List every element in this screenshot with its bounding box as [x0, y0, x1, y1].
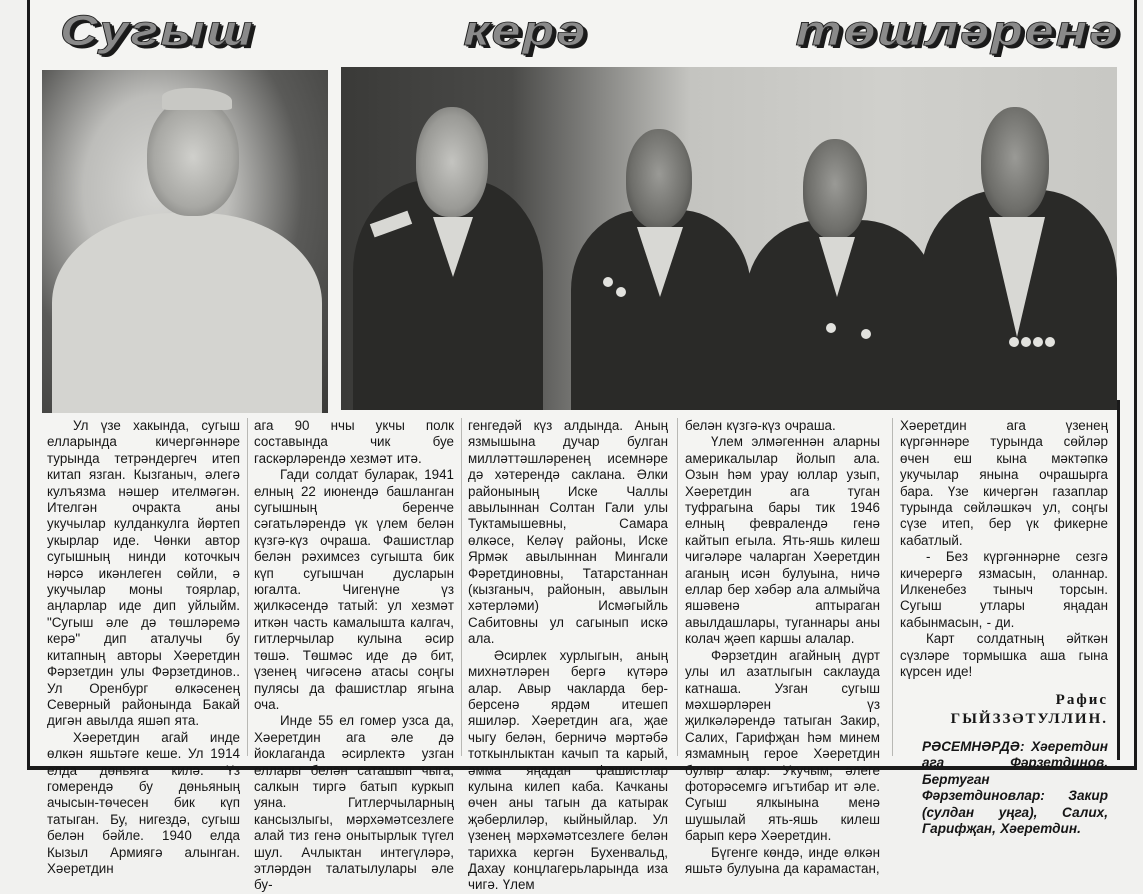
medal [603, 277, 613, 287]
paragraph: белән күзгә-күз очраша. [685, 418, 836, 433]
paragraph: Хәеретдин агай инде өлкән яшьтәге кеше. Ул 1914 елда дөньяга килә. Үз гомерендә бу дөньяның ачысын-төчесен бик күп татыган. Бу, нигездә, сугыш белән бәйле. 1940 елда Кызыл Армиягә алынган. Хәеретдин [47, 729, 240, 876]
paragraph: генгедәй күз алдында. Аның язмышына дучар булган милләттәшләренең исемнәре дә хәтерендә саклана. Әлки районының Иске Чаллы авылыннан Солтан Гали улы Туктамышевны, Самара өлкәсе, Келәү районы, Иске Ярмәк авылыннан Мингали Фәретдиновны, Татарстаннан (кызганыч, районын, авылын хәтерләми) Исмәгыйль Сабитовны ул сагынып искә ала. [468, 418, 668, 647]
medal [826, 323, 836, 333]
paragraph: - Без күргәннәрне сезгә кичерергә язмасын, оланнар. Илкенебез тыныч торсын. Сугыш утлары яңадан кабынмасын, - ди. [900, 549, 1108, 630]
author-first-name: Рафис [1055, 691, 1108, 708]
person-2-head [626, 129, 692, 229]
article-column-5 [900, 418, 1108, 838]
photo-caption [922, 739, 1108, 839]
caption-text: Хәеретдин ага Фәрзетдинов. Бертуган Фәрзетдиновлар: Закир (сулдан уңга), Салих, Гарифҗан, Хәеретдин. [922, 738, 1108, 837]
author-last-name: ГЫЙЗЗӘТУЛЛИН. [950, 710, 1108, 727]
paragraph: ага 90 нчы укчы полк составында чик буе гаскәрләрендә хезмәт итә. [254, 418, 454, 466]
paragraph: Ул үзе хакында, сугыш елларында кичергәннәре турында тетрәндергеч итеп китап язган. Кызганыч, әлегә кулъязма нәшер ителмәгән. Ителгән очракта аны укучылар кулданкулга йөртеп укырлар иде. Чөнки автор сугышның нинди коточкыч нәрсә икәнлеген сөйли, ә укучылар моны тоярлар, аңларлар иде дип уйлыйм. "Сугыш әле дә төшләремә керә" дип аталучы бу китапның авторы Хәеретдин Фәрзетдин улы Фәрзетдинов.. Ул Оренбург өлкәсенең Северный районында Бакай дигән авылда яшәп ята. [47, 418, 240, 729]
newspaper-page [27, 0, 1137, 893]
article-column-2 [254, 418, 454, 894]
article-column-4 [685, 418, 880, 877]
paragraph: Хәеретдин ага үзенең күргәннәре турында сөйләр өчен еш кына мәктәпкә укучылар янына очрашырга бара. Үзе кичергән газаплар турында сөйләшкәч ул, соңгы сүзе итеп, бер үк фикерне кабатлый. [900, 418, 1108, 548]
garrison-cap [162, 88, 232, 110]
article-column-1 [47, 418, 240, 877]
medal [1033, 337, 1043, 347]
soldier-head [147, 98, 239, 216]
medal [1045, 337, 1055, 347]
paragraph: Карт солдатның әйткән сүзләре тормышка аша гына күрсен иде! [900, 631, 1108, 680]
paragraph: Бүгенге көндә, инде өлкән яшьтә булуына да карамастан, [685, 844, 880, 876]
headline-word-2: керә [463, 7, 588, 55]
column-divider [892, 418, 893, 756]
paragraph: Үлем элмәгеннән аларны америкалылар йолып ала. Озын һәм урау юллар узып, Хәеретдин ага туган туфрагына бары тик 1946 елның февралендә генә кайтып егыла. Ять-яшь килеш чигәләре чаларган Хәеретдин аганың исән булуына, ничә еллар бер хәбәр ала алмыйча яшәвенә аптыраган авылдашлары, туганнары аны колач җәеп каршы алалар. [685, 434, 880, 647]
caption-label: РӘСЕМНӘРДӘ: [922, 738, 1025, 754]
soldier-body [52, 213, 322, 413]
headline-word-1: Сугыш [60, 7, 255, 55]
medal [616, 287, 626, 297]
column-divider [677, 418, 678, 756]
group-photo [341, 67, 1117, 410]
headline [60, 2, 1120, 60]
medal [1021, 337, 1031, 347]
medal [1009, 337, 1019, 347]
paragraph: Инде 55 ел гомер узса да, Хәеретдин ага әле дә йоклаганда әсирлектә узган еллары белән саташып чыга, салкын тиргә батып куркып уяна. Гитлерчыларның кансызлыгы, мәрхәмәтсезлеге алай тиз генә онытырлык түгел шул. Ачлыктан интегүләрә, этләрдән талатылулары әле бу- [254, 713, 454, 893]
person-3-head [803, 139, 867, 239]
column-divider [247, 418, 248, 756]
article-column-3 [468, 418, 668, 894]
paragraph: Гади солдат буларак, 1941 елның 22 июнендә башланган сугышның беренче сәгатьләрендә үк үлем белән күзгә-күз очраша. Фашистлар белән рәхимсез сугышта бик күп сугышчан дусларын югалта. Чигенүне үз җилкәсендә татый: ул хезмәт иткән часть камалышта калгач, гитлерчылар кулына әсир төшә. Төшмәс иде дә бит, үзенең чигәсенә атасы соңгы пулясы да фашистлар ягына оча. [254, 467, 454, 712]
headline-word-3: төшләренә [795, 7, 1120, 55]
medal [861, 329, 871, 339]
paragraph: Әсирлек хурлыгын, аның михнәтләрен бергә күтәрә алар. Авыр чакларда бер-берсенә ярдәм итешеп яшиләр. Хәеретдин ага, җае чыгу белән, берничә мәртәбә тоткынлыктан качып та карый, әмма яңадан фашистлар кулына килеп каба. Качканы өчен аны тагын да катырак җәберлиләр, кыйныйлар. Ул үзенең мәрхәмәтсезлеге белән тарихка кергән Бухенвальд, Дахау концлагерьларында иза чигә. Үлем [468, 647, 668, 893]
young-soldier-photo [42, 70, 328, 413]
person-4-head [981, 107, 1049, 219]
author-byline [900, 691, 1108, 729]
right-border-rule [1117, 400, 1120, 760]
paragraph: Фәрзетдин агайның дүрт улы ил азатлыгын саклауда катнаша. Узган сугыш мәхшәрләрен үз җилкәләрендә татыган Закир, Салих, Гарифҗан һәм минем язмамның герое Хәеретдин булыр алар. Укучым, әлеге фоторәсемгә игътибар ит әле. Сугыш ялкынына менә шушылай ять-яшь килеш барып керә Хәеретдин. [685, 647, 880, 844]
person-1-head [416, 107, 488, 217]
column-divider [461, 418, 462, 756]
